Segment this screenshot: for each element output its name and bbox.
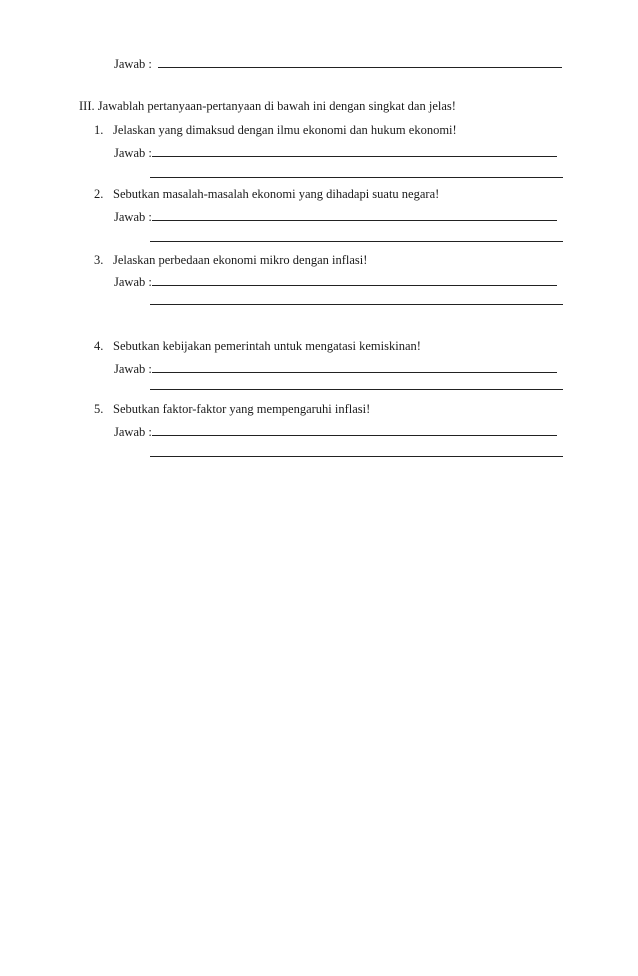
question-number: 3. bbox=[94, 253, 104, 267]
question-number: 1. bbox=[94, 123, 104, 137]
answer-blank-line-2[interactable] bbox=[150, 177, 563, 178]
answer-blank-line-2[interactable] bbox=[150, 304, 563, 305]
answer-blank-line-2[interactable] bbox=[150, 241, 563, 242]
question-number: 5. bbox=[94, 402, 104, 416]
answer-label: Jawab : bbox=[114, 275, 152, 289]
answer-blank-line-2[interactable] bbox=[150, 456, 563, 457]
answer-label: Jawab : bbox=[114, 146, 152, 160]
question-text: Sebutkan masalah-masalah ekonomi yang dihadapi suatu negara! bbox=[113, 187, 440, 201]
answer-blank-line-1[interactable] bbox=[152, 285, 557, 286]
answer-blank-line-1[interactable] bbox=[152, 156, 557, 157]
question-text: Jelaskan perbedaan ekonomi mikro dengan inflasi! bbox=[113, 253, 368, 267]
question-number: 4. bbox=[94, 339, 104, 353]
answer-blank-line-1[interactable] bbox=[152, 220, 557, 221]
answer-blank-line-2[interactable] bbox=[150, 389, 563, 390]
question-text: Sebutkan faktor-faktor yang mempengaruhi inflasi! bbox=[113, 402, 371, 416]
answer-blank-line-1[interactable] bbox=[152, 435, 557, 436]
top-answer-label: Jawab : bbox=[114, 57, 152, 71]
answer-label: Jawab : bbox=[114, 362, 152, 376]
question-text: Sebutkan kebijakan pemerintah untuk mengatasi kemiskinan! bbox=[113, 339, 421, 353]
top-answer-blank[interactable] bbox=[158, 67, 562, 68]
question-text: Jelaskan yang dimaksud dengan ilmu ekonomi dan hukum ekonomi! bbox=[113, 123, 457, 137]
answer-label: Jawab : bbox=[114, 425, 152, 439]
answer-label: Jawab : bbox=[114, 210, 152, 224]
section-heading: III. Jawablah pertanyaan-pertanyaan di bawah ini dengan singkat dan jelas! bbox=[79, 99, 456, 113]
question-number: 2. bbox=[94, 187, 104, 201]
answer-blank-line-1[interactable] bbox=[152, 372, 557, 373]
